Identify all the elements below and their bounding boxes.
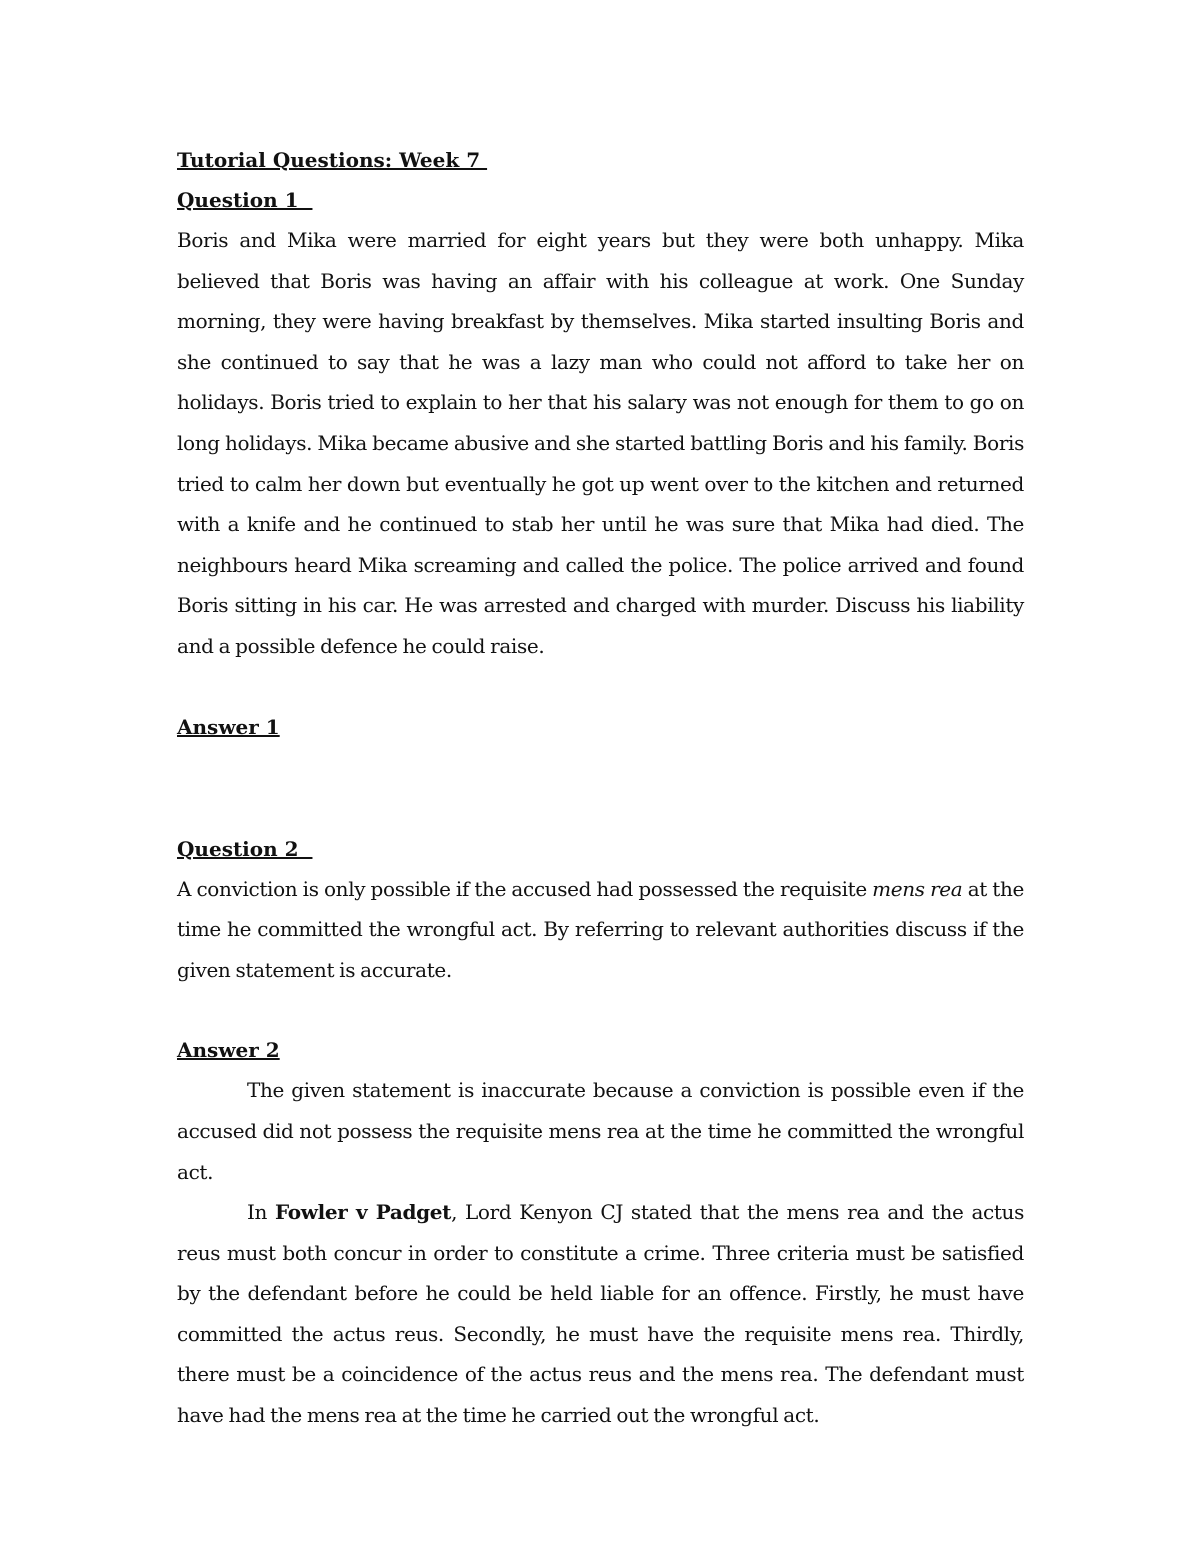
question-2-text-italic: mens rea bbox=[872, 876, 963, 901]
question-2-text-before: A conviction is only possible if the accused had possessed the requisite bbox=[177, 876, 873, 901]
answer-2-paragraph-2-lead: In bbox=[247, 1200, 276, 1225]
document-body bbox=[177, 140, 1024, 1436]
answer-2-paragraph-2 bbox=[177, 1192, 1024, 1436]
spacer bbox=[177, 667, 1024, 707]
answer-2-paragraph-1: The given statement is inaccurate because a conviction is possible even if the accused did not possess the requisite mens rea at the time he committed the wrongful act. bbox=[177, 1078, 1024, 1184]
question-2-text-after: at the time he committed the wrongful act. By referring to relevant authorities discuss if the given statement is accurate. bbox=[177, 876, 1025, 982]
answer-1-heading: Answer 1 bbox=[177, 714, 280, 739]
question-1-text: Boris and Mika were married for eight years but they were both unhappy. Mika believed that Boris was having an affair with his colleague at work. One Sunday morning, they were having breakfast by themselves. Mika started insulting Boris and she continued to say that he was a lazy man who could not afford to take her on holidays. Boris tried to explain to her that his salary was not enough for them to go on long holidays. Mika became abusive and she started battling Boris and his family. Boris tried to calm her down but eventually he got up went over to the kitchen and returned with a knife and he continued to stab her until he was sure that Mika had died. The neighbours heard Mika screaming and called the police. The police arrived and found Boris sitting in his car. He was arrested and charged with murder. Discuss his liability and a possible defence he could raise. bbox=[177, 228, 1024, 658]
question-2-text bbox=[177, 869, 1024, 991]
spacer bbox=[177, 747, 1024, 829]
case-name: Fowler v Padget bbox=[275, 1200, 452, 1225]
question-2-heading: Question 2 bbox=[177, 836, 313, 861]
spacer bbox=[177, 990, 1024, 1030]
question-1-heading: Question 1 bbox=[177, 188, 313, 212]
answer-2-paragraph-2-rest: , Lord Kenyon CJ stated that the mens rea and the actus reus must both concur in order to constitute a crime. Three criteria must be satisfied by the defendant before he could be held liable for an offence. Firstly, he must have committed the actus reus. Secondly, he must have the requisite mens rea. Thirdly, there must be a coincidence of the actus reus and the mens rea. The defendant must have had the mens rea at the time he carried out the wrongful act. bbox=[177, 1200, 1024, 1428]
answer-2-heading: Answer 2 bbox=[177, 1038, 280, 1063]
page-title: Tutorial Questions: Week 7 bbox=[177, 148, 488, 172]
